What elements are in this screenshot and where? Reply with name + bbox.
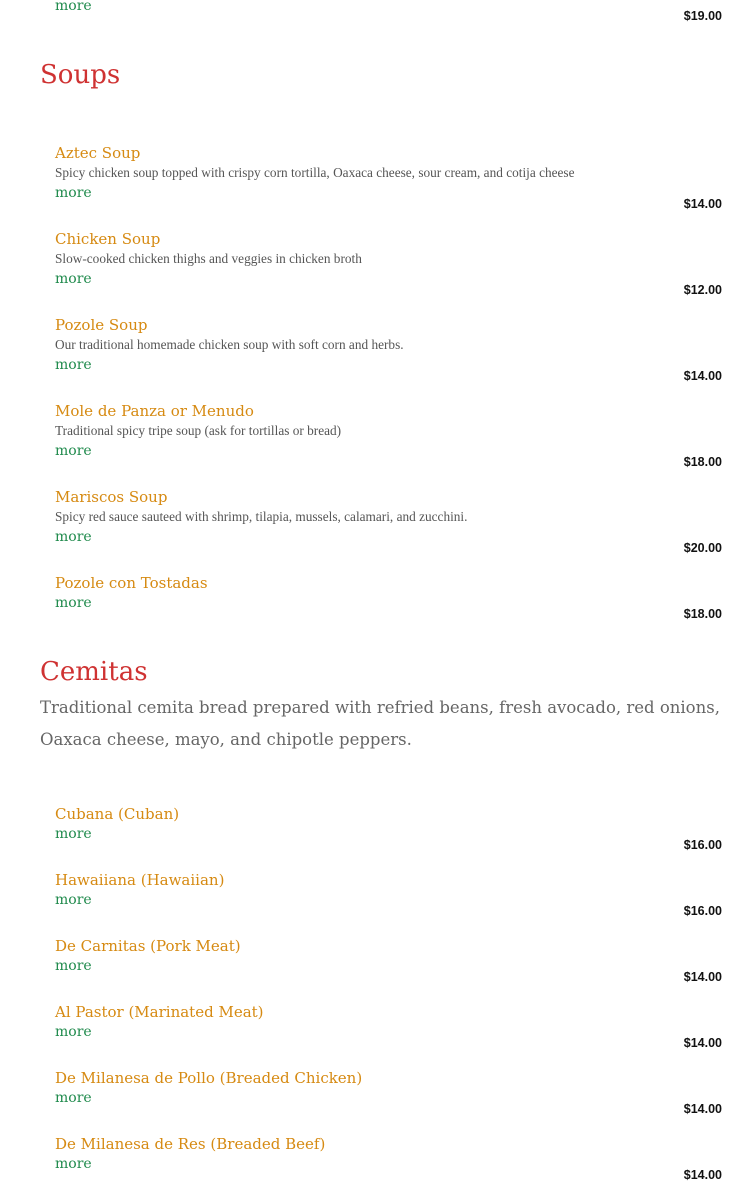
item-name[interactable]: Cubana (Cuban) xyxy=(55,805,180,823)
item-name[interactable]: Mole de Panza or Menudo xyxy=(55,402,254,420)
item-price: $12.00 xyxy=(683,283,722,297)
item-name[interactable]: De Milanesa de Res (Breaded Beef) xyxy=(55,1135,326,1153)
item-price: $20.00 xyxy=(683,541,722,555)
more-link[interactable]: more xyxy=(55,958,92,974)
more-link[interactable]: more xyxy=(55,1024,92,1040)
item-name[interactable]: Hawaiiana (Hawaiian) xyxy=(55,871,225,889)
item-price: $16.00 xyxy=(683,904,722,918)
section-title: Cemitas xyxy=(40,657,148,687)
item-price: $14.00 xyxy=(683,1168,722,1182)
item-price: $14.00 xyxy=(683,369,722,383)
item-name[interactable]: Pozole Soup xyxy=(55,316,148,334)
item-name[interactable]: Chicken Soup xyxy=(55,230,161,248)
item-price: $16.00 xyxy=(683,838,722,852)
item-name[interactable]: De Milanesa de Pollo (Breaded Chicken) xyxy=(55,1069,363,1087)
item-price: $14.00 xyxy=(683,1036,722,1050)
more-link[interactable]: more xyxy=(55,185,92,201)
item-price: $18.00 xyxy=(683,455,722,469)
more-link[interactable]: more xyxy=(55,892,92,908)
more-link[interactable]: more xyxy=(55,595,92,611)
item-name[interactable]: Aztec Soup xyxy=(55,144,141,162)
more-link[interactable]: more xyxy=(55,0,92,14)
item-name[interactable]: Al Pastor (Marinated Meat) xyxy=(55,1003,264,1021)
item-price: $14.00 xyxy=(683,970,722,984)
more-link[interactable]: more xyxy=(55,271,92,287)
item-description: Our traditional homemade chicken soup with soft corn and herbs. xyxy=(55,337,404,352)
item-description: Spicy chicken soup topped with crispy corn tortilla, Oaxaca cheese, sour cream, and cotija cheese xyxy=(55,165,575,180)
section-title: Soups xyxy=(40,60,121,90)
item-description: Spicy red sauce sauteed with shrimp, tilapia, mussels, calamari, and zucchini. xyxy=(55,509,468,524)
item-price: $14.00 xyxy=(683,197,722,211)
section-description: Traditional cemita bread prepared with refried beans, fresh avocado, red onions, Oaxaca cheese, mayo, and chipotle peppers. xyxy=(40,698,720,749)
item-price: $19.00 xyxy=(683,9,722,23)
more-link[interactable]: more xyxy=(55,826,92,842)
more-link[interactable]: more xyxy=(55,357,92,373)
item-description: Traditional spicy tripe soup (ask for tortillas or bread) xyxy=(55,423,342,438)
item-price: $18.00 xyxy=(683,607,722,621)
item-description: Slow-cooked chicken thighs and veggies in chicken broth xyxy=(55,251,362,266)
item-price: $14.00 xyxy=(683,1102,722,1116)
more-link[interactable]: more xyxy=(55,529,92,545)
item-name[interactable]: De Carnitas (Pork Meat) xyxy=(55,937,241,955)
more-link[interactable]: more xyxy=(55,443,92,459)
more-link[interactable]: more xyxy=(55,1156,92,1172)
more-link[interactable]: more xyxy=(55,1090,92,1106)
item-name[interactable]: Mariscos Soup xyxy=(55,488,168,506)
item-name[interactable]: Pozole con Tostadas xyxy=(55,574,208,592)
